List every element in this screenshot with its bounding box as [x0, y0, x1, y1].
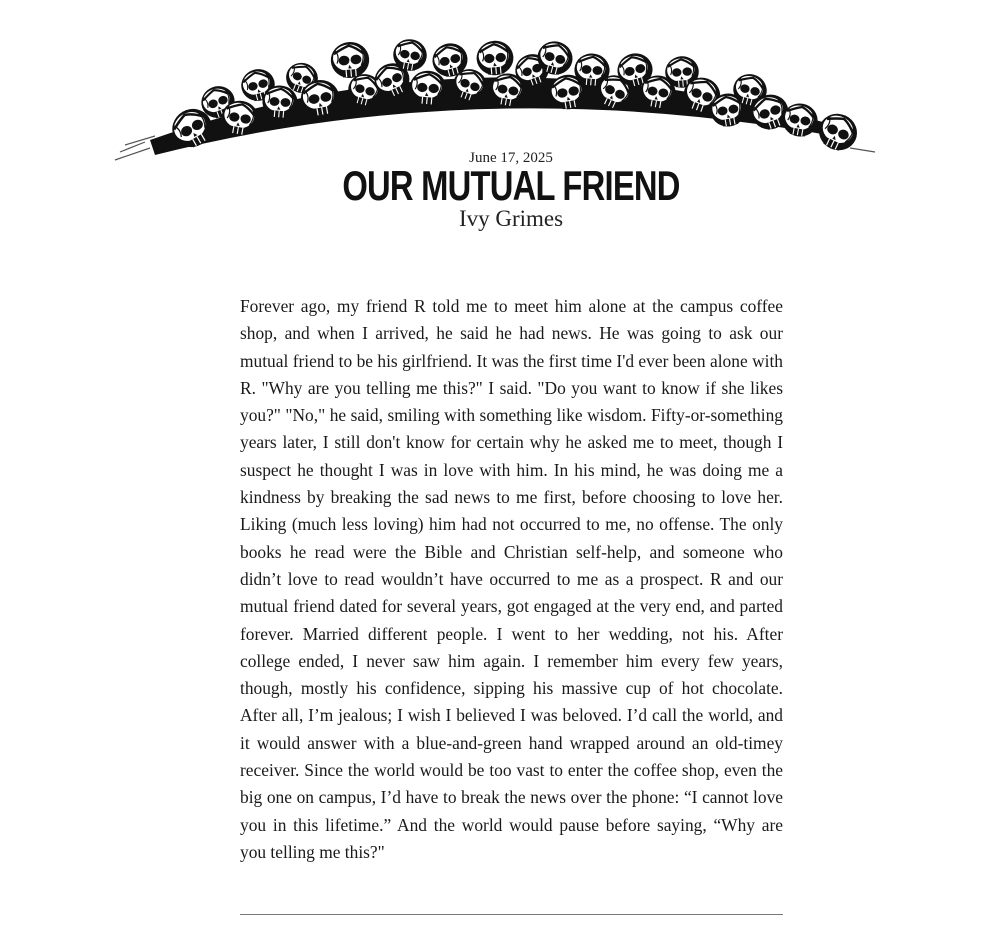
- story-body: Forever ago, my friend R told me to meet him alone at the campus coffee shop, and when I arrived, he said he had news. He was going to ask our mutual friend to be his girlfriend. It was the first time I'd ever been alone with R. "Why are you telling me this?" I said. "Do you want to know if she likes you?" "No," he said, smiling with something like wisdom. Fifty-or-something years later, I still don't know for certain why he asked me to meet, though I suspect he thought I was in love with him. In his mind, he was doing me a kindness by breaking the sad news to me first, before choosing to love her. Liking (much less loving) him had not occurred to me, no offense. The only books he read were the Bible and Christian self-help, and someone who didn’t love to read wouldn’t have occurred to me as a prospect. R and our mutual friend dated for several years, got engaged at the very end, and parted forever. Married different people. I went to her wedding, not his. After college ended, I never saw him again. I remember him every few years, though, mostly his confidence, sipping his massive cup of hot chocolate. After all, I’m jealous; I wish I believed I was beloved. I’d call the world, and it would answer with a blue-and-green hand wrapped around an old-timey receiver. Since the world would be too vast to enter the coffee shop, even the big one on campus, I’d have to break the news over the phone: “I cannot love you in this lifetime.” And the world would pause before saying, “Why are you telling me this?": [240, 296, 783, 862]
- post-date: June 17, 2025: [469, 150, 553, 166]
- skulls-banner-icon: [110, 30, 880, 170]
- bottom-divider: [240, 914, 783, 915]
- story-title: OUR MUTUAL FRIEND: [342, 162, 680, 209]
- author-name: Ivy Grimes: [458, 206, 564, 231]
